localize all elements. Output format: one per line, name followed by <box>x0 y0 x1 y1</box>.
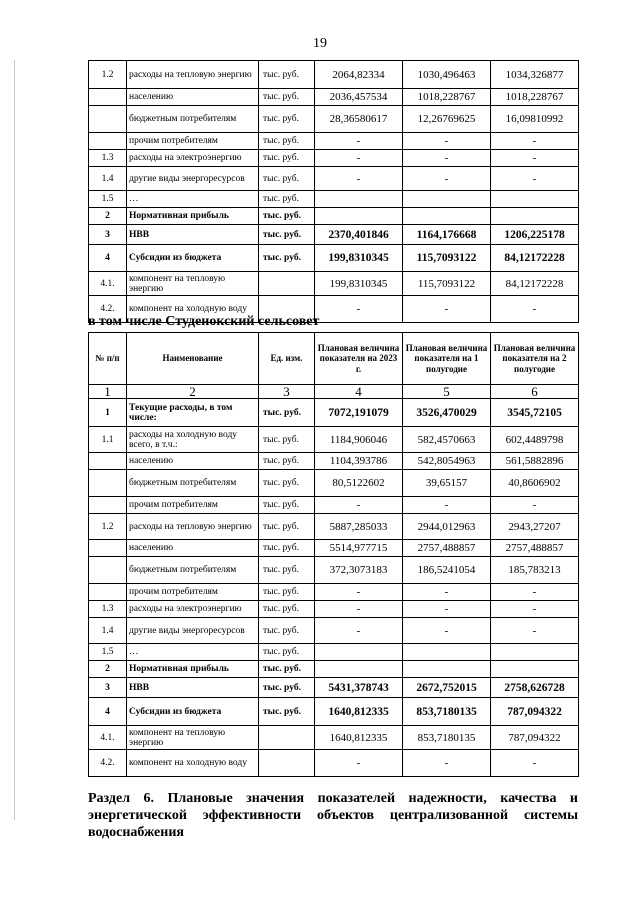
value-cell: - <box>403 750 491 777</box>
row-number: 1.5 <box>89 191 127 208</box>
row-name: компонент на тепловую энергию <box>127 272 259 296</box>
value-cell: - <box>491 296 579 323</box>
header-num: № п/п <box>89 333 127 385</box>
value-cell: 1206,225178 <box>491 225 579 245</box>
row-name: расходы на тепловую энергию <box>127 61 259 89</box>
row-name: расходы на электроэнергию <box>127 601 259 618</box>
row-unit: тыс. руб. <box>259 514 315 540</box>
table-row <box>89 225 579 245</box>
row-unit: тыс. руб. <box>259 245 315 272</box>
tariff-table-continued <box>88 60 579 323</box>
value-cell: 853,7180135 <box>403 698 491 726</box>
value-cell: 602,4489798 <box>491 427 579 453</box>
value-cell: 1184,906046 <box>315 427 403 453</box>
row-name: Субсидии из бюджета <box>127 245 259 272</box>
row-number: 1.4 <box>89 167 127 191</box>
value-cell: 16,09810992 <box>491 106 579 133</box>
table-row <box>89 601 579 618</box>
row-number: 1 <box>89 399 127 427</box>
value-cell: 1030,496463 <box>403 61 491 89</box>
table-row <box>89 540 579 557</box>
value-cell <box>491 644 579 661</box>
row-number <box>89 133 127 150</box>
table-row <box>89 557 579 584</box>
row-number: 4.2. <box>89 296 127 323</box>
value-cell: - <box>315 618 403 644</box>
table-row <box>89 106 579 133</box>
value-cell: 2757,488857 <box>403 540 491 557</box>
value-cell: 84,12172228 <box>491 272 579 296</box>
row-name: прочим потребителям <box>127 497 259 514</box>
value-cell: 2758,626728 <box>491 678 579 698</box>
row-number: 3 <box>89 678 127 698</box>
table-row <box>89 399 579 427</box>
row-unit: тыс. руб. <box>259 618 315 644</box>
row-name: НВВ <box>127 678 259 698</box>
value-cell <box>403 644 491 661</box>
row-number <box>89 89 127 106</box>
row-number: 1.3 <box>89 601 127 618</box>
value-cell: 40,8606902 <box>491 470 579 497</box>
row-unit: тыс. руб. <box>259 167 315 191</box>
tariff-table-studenok <box>88 332 579 777</box>
value-cell <box>491 208 579 225</box>
table-row <box>89 514 579 540</box>
table-row <box>89 245 579 272</box>
row-name: населению <box>127 540 259 557</box>
column-index: 5 <box>403 385 491 399</box>
row-name: населению <box>127 89 259 106</box>
table-row <box>89 191 579 208</box>
value-cell <box>315 208 403 225</box>
row-unit: тыс. руб. <box>259 601 315 618</box>
value-cell: 1164,176668 <box>403 225 491 245</box>
table-row <box>89 618 579 644</box>
row-name: Субсидии из бюджета <box>127 698 259 726</box>
value-cell: - <box>315 497 403 514</box>
table-row <box>89 497 579 514</box>
row-unit: тыс. руб. <box>259 497 315 514</box>
value-cell: 199,8310345 <box>315 272 403 296</box>
table-row <box>89 644 579 661</box>
value-cell: - <box>491 750 579 777</box>
value-cell: 2943,27207 <box>491 514 579 540</box>
row-number: 3 <box>89 225 127 245</box>
value-cell: 2944,012963 <box>403 514 491 540</box>
row-number: 2 <box>89 208 127 225</box>
column-index-row <box>89 385 579 399</box>
value-cell: - <box>403 296 491 323</box>
row-name: Нормативная прибыль <box>127 661 259 678</box>
column-index: 2 <box>127 385 259 399</box>
row-name: бюджетным потребителям <box>127 470 259 497</box>
value-cell: - <box>315 150 403 167</box>
value-cell: 542,8054963 <box>403 453 491 470</box>
row-unit: тыс. руб. <box>259 150 315 167</box>
value-cell: 372,3073183 <box>315 557 403 584</box>
row-name: другие виды энергоресурсов <box>127 618 259 644</box>
table-row <box>89 678 579 698</box>
row-name: прочим потребителям <box>127 133 259 150</box>
value-cell: - <box>403 133 491 150</box>
value-cell: - <box>403 584 491 601</box>
row-number <box>89 106 127 133</box>
value-cell: 185,783213 <box>491 557 579 584</box>
column-index: 3 <box>259 385 315 399</box>
value-cell: 582,4570663 <box>403 427 491 453</box>
value-cell: 80,5122602 <box>315 470 403 497</box>
row-number: 4.2. <box>89 750 127 777</box>
value-cell: 3526,470029 <box>403 399 491 427</box>
row-name: … <box>127 644 259 661</box>
subsection-heading: в том числе Студенокский сельсовет <box>88 314 320 329</box>
value-cell: - <box>491 497 579 514</box>
row-unit: тыс. руб. <box>259 644 315 661</box>
row-name: компонент на тепловую энергию <box>127 726 259 750</box>
table-row <box>89 167 579 191</box>
row-name: другие виды энергоресурсов <box>127 167 259 191</box>
value-cell: - <box>315 601 403 618</box>
row-number: 4 <box>89 245 127 272</box>
page-number: 19 <box>313 36 327 51</box>
value-cell: 2757,488857 <box>491 540 579 557</box>
header-plan-2023: Плановая величина показателя на 2023 г. <box>315 333 403 385</box>
value-cell: 1018,228767 <box>403 89 491 106</box>
row-unit: тыс. руб. <box>259 89 315 106</box>
table-row <box>89 726 579 750</box>
value-cell: - <box>315 750 403 777</box>
row-unit: тыс. руб. <box>259 208 315 225</box>
value-cell: 7072,191079 <box>315 399 403 427</box>
table-row <box>89 208 579 225</box>
table-row <box>89 89 579 106</box>
row-name: расходы на тепловую энергию <box>127 514 259 540</box>
value-cell: - <box>403 618 491 644</box>
row-name: НВВ <box>127 225 259 245</box>
value-cell: - <box>315 133 403 150</box>
header-unit: Ед. изм. <box>259 333 315 385</box>
row-name: бюджетным потребителям <box>127 557 259 584</box>
scan-margin-line <box>14 60 15 820</box>
value-cell: 787,094322 <box>491 698 579 726</box>
value-cell <box>315 644 403 661</box>
value-cell: - <box>315 296 403 323</box>
value-cell: 5514,977715 <box>315 540 403 557</box>
value-cell: 1018,228767 <box>491 89 579 106</box>
value-cell <box>403 191 491 208</box>
row-name: Текущие расходы, в том числе: <box>127 399 259 427</box>
row-number <box>89 584 127 601</box>
table-header-row <box>89 333 579 385</box>
row-unit <box>259 272 315 296</box>
value-cell: - <box>403 601 491 618</box>
value-cell <box>491 661 579 678</box>
table-row <box>89 61 579 89</box>
row-unit: тыс. руб. <box>259 661 315 678</box>
row-number: 1.5 <box>89 644 127 661</box>
row-name: … <box>127 191 259 208</box>
value-cell: 12,26769625 <box>403 106 491 133</box>
row-number: 4 <box>89 698 127 726</box>
value-cell <box>315 661 403 678</box>
table-row <box>89 698 579 726</box>
value-cell: - <box>491 150 579 167</box>
table-row <box>89 470 579 497</box>
value-cell: - <box>403 167 491 191</box>
value-cell: 39,65157 <box>403 470 491 497</box>
row-unit <box>259 726 315 750</box>
row-name: населению <box>127 453 259 470</box>
value-cell: 5887,285033 <box>315 514 403 540</box>
table-row <box>89 150 579 167</box>
table-row <box>89 584 579 601</box>
value-cell: 3545,72105 <box>491 399 579 427</box>
row-unit: тыс. руб. <box>259 470 315 497</box>
row-number: 4.1. <box>89 272 127 296</box>
row-unit: тыс. руб. <box>259 557 315 584</box>
header-plan-h2: Плановая величина показателя на 2 полугодие <box>491 333 579 385</box>
row-unit <box>259 750 315 777</box>
value-cell: 1640,812335 <box>315 726 403 750</box>
value-cell: - <box>491 167 579 191</box>
value-cell: - <box>403 497 491 514</box>
row-name: компонент на холодную воду <box>127 296 259 323</box>
header-plan-h1: Плановая величина показателя на 1 полугодие <box>403 333 491 385</box>
value-cell <box>403 661 491 678</box>
value-cell: - <box>403 150 491 167</box>
value-cell: 2036,457534 <box>315 89 403 106</box>
row-unit: тыс. руб. <box>259 540 315 557</box>
row-number: 1.1 <box>89 427 127 453</box>
header-name: Наименование <box>127 333 259 385</box>
value-cell: 1640,812335 <box>315 698 403 726</box>
value-cell: 5431,378743 <box>315 678 403 698</box>
row-unit: тыс. руб. <box>259 678 315 698</box>
table-row <box>89 453 579 470</box>
value-cell: - <box>491 618 579 644</box>
section-6-title: Раздел 6. Плановые значения показателей надежности, качества и энергетической эффективности объектов централизованной системы водоснабжения <box>88 791 578 840</box>
row-number: 1.2 <box>89 61 127 89</box>
value-cell: 1104,393786 <box>315 453 403 470</box>
row-unit: тыс. руб. <box>259 225 315 245</box>
table-row <box>89 133 579 150</box>
value-cell: - <box>315 584 403 601</box>
row-number: 1.4 <box>89 618 127 644</box>
column-index: 1 <box>89 385 127 399</box>
value-cell <box>491 191 579 208</box>
row-number: 4.1. <box>89 726 127 750</box>
row-number <box>89 470 127 497</box>
row-name: компонент на холодную воду <box>127 750 259 777</box>
row-unit: тыс. руб. <box>259 133 315 150</box>
row-number: 1.2 <box>89 514 127 540</box>
value-cell: 561,5882896 <box>491 453 579 470</box>
row-number <box>89 540 127 557</box>
row-unit: тыс. руб. <box>259 191 315 208</box>
value-cell: 84,12172228 <box>491 245 579 272</box>
value-cell <box>403 208 491 225</box>
row-unit: тыс. руб. <box>259 399 315 427</box>
row-unit: тыс. руб. <box>259 584 315 601</box>
value-cell: 115,7093122 <box>403 272 491 296</box>
value-cell: - <box>315 167 403 191</box>
row-number <box>89 557 127 584</box>
row-number <box>89 497 127 514</box>
column-index: 6 <box>491 385 579 399</box>
row-name: Нормативная прибыль <box>127 208 259 225</box>
row-unit: тыс. руб. <box>259 427 315 453</box>
table-row <box>89 427 579 453</box>
value-cell: 186,5241054 <box>403 557 491 584</box>
value-cell: 199,8310345 <box>315 245 403 272</box>
value-cell: 115,7093122 <box>403 245 491 272</box>
row-unit: тыс. руб. <box>259 106 315 133</box>
row-number: 1.3 <box>89 150 127 167</box>
table-row <box>89 272 579 296</box>
value-cell: - <box>491 133 579 150</box>
value-cell: - <box>491 584 579 601</box>
table-row <box>89 661 579 678</box>
value-cell: 2672,752015 <box>403 678 491 698</box>
row-number: 2 <box>89 661 127 678</box>
value-cell <box>315 191 403 208</box>
row-unit: тыс. руб. <box>259 698 315 726</box>
row-name: бюджетным потребителям <box>127 106 259 133</box>
row-number <box>89 453 127 470</box>
value-cell: 1034,326877 <box>491 61 579 89</box>
column-index: 4 <box>315 385 403 399</box>
table-row <box>89 750 579 777</box>
value-cell: 2370,401846 <box>315 225 403 245</box>
row-name: расходы на электроэнергию <box>127 150 259 167</box>
value-cell: - <box>491 601 579 618</box>
row-unit: тыс. руб. <box>259 453 315 470</box>
row-name: прочим потребителям <box>127 584 259 601</box>
value-cell: 853,7180135 <box>403 726 491 750</box>
value-cell: 2064,82334 <box>315 61 403 89</box>
row-unit: тыс. руб. <box>259 61 315 89</box>
value-cell: 787,094322 <box>491 726 579 750</box>
row-name: расходы на холодную воду всего, в т.ч.: <box>127 427 259 453</box>
value-cell: 28,36580617 <box>315 106 403 133</box>
